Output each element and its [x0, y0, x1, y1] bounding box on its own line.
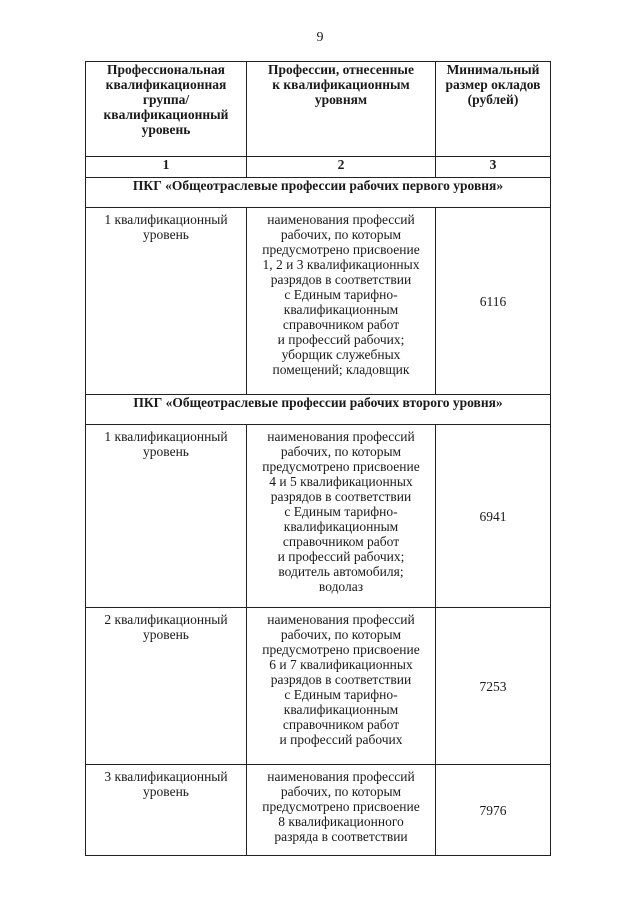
description-line: наименования профессий [267, 212, 415, 227]
table-row [86, 608, 551, 765]
description-line: квалификационным [283, 702, 399, 717]
level-line: 2 квалификационный [104, 612, 228, 627]
description-cell [247, 425, 436, 608]
description-line: и профессий рабочих; [277, 549, 405, 564]
salary-cell: 6941 [436, 425, 551, 608]
level-cell [86, 425, 247, 608]
level-line: уровень [143, 227, 189, 242]
description-line: справочником работ [282, 717, 400, 732]
description-line: с Единым тарифно- [284, 687, 398, 702]
header-line: (рублей) [467, 92, 519, 107]
description-line: с Единым тарифно- [284, 287, 398, 302]
description-line: предусмотрено присвоение [262, 642, 420, 657]
level-line: 1 квалификационный [104, 429, 228, 444]
description-line: и профессий рабочих; [277, 332, 405, 347]
level-line: уровень [143, 784, 189, 799]
description-line: разряда в соответствии [274, 829, 408, 844]
header-line: квалификационный [103, 107, 229, 122]
description-line: предусмотрено присвоение [262, 799, 420, 814]
table-row [86, 425, 551, 608]
header-professional-group [86, 62, 247, 157]
table-row [86, 765, 551, 856]
description-line: наименования профессий [267, 769, 415, 784]
description-line: водолаз [318, 579, 364, 594]
description-line: рабочих, по которым [280, 444, 402, 459]
description-line: водитель автомобиля; [278, 564, 404, 579]
description-line: предусмотрено присвоение [262, 459, 420, 474]
description-line: предусмотрено присвоение [262, 242, 420, 257]
description-cell [247, 608, 436, 765]
table-row [86, 208, 551, 395]
description-line: помещений; кладовщик [272, 362, 410, 377]
description-line: наименования профессий [267, 429, 415, 444]
group-row-second-level [86, 395, 551, 425]
description-line: 1, 2 и 3 квалификационных [262, 257, 420, 272]
description-line: 4 и 5 квалификационных [269, 474, 413, 489]
level-line: 1 квалификационный [104, 212, 228, 227]
header-line: Профессиональная [107, 62, 225, 77]
header-line: уровень [141, 122, 191, 137]
description-line: квалификационным [283, 519, 399, 534]
description-line: рабочих, по которым [280, 627, 402, 642]
header-line: Минимальный [446, 62, 540, 77]
salary-table [85, 61, 551, 856]
level-cell [86, 608, 247, 765]
table-header-row [86, 62, 551, 157]
column-number-row [86, 157, 551, 178]
column-number: 2 [247, 157, 436, 178]
level-line: 3 квалификационный [104, 769, 228, 784]
salary-cell: 6116 [436, 208, 551, 395]
column-number: 1 [86, 157, 247, 178]
description-line: квалификационным [283, 302, 399, 317]
group-title: ПКГ «Общеотраслевые профессии рабочих первого уровня» [86, 178, 551, 208]
header-line: группа/ [142, 92, 190, 107]
header-line: квалификационная [105, 77, 227, 92]
salary-cell: 7976 [436, 765, 551, 856]
header-min-salary [436, 62, 551, 157]
description-line: наименования профессий [267, 612, 415, 627]
description-line: уборщик служебных [281, 347, 401, 362]
description-line: 8 квалификационного [278, 814, 404, 829]
group-title: ПКГ «Общеотраслевые профессии рабочих второго уровня» [86, 395, 551, 425]
page-number: 9 [316, 30, 324, 45]
level-cell [86, 765, 247, 856]
header-line: к квалификационным [272, 77, 410, 92]
description-line: разрядов в соответствии [270, 489, 412, 504]
level-cell [86, 208, 247, 395]
description-line: справочником работ [282, 534, 400, 549]
description-line: с Единым тарифно- [284, 504, 398, 519]
description-line: рабочих, по которым [280, 784, 402, 799]
description-cell [247, 208, 436, 395]
header-line: Профессии, отнесенные [268, 62, 414, 77]
description-line: разрядов в соответствии [270, 272, 412, 287]
group-row-first-level [86, 178, 551, 208]
header-professions [247, 62, 436, 157]
description-cell [247, 765, 436, 856]
description-line: и профессий рабочих [279, 732, 403, 747]
description-line: справочником работ [282, 317, 400, 332]
level-line: уровень [143, 444, 189, 459]
salary-cell: 7253 [436, 608, 551, 765]
column-number: 3 [436, 157, 551, 178]
level-line: уровень [143, 627, 189, 642]
header-line: размер окладов [445, 77, 541, 92]
header-line: уровням [314, 92, 368, 107]
description-line: разрядов в соответствии [270, 672, 412, 687]
description-line: 6 и 7 квалификационных [269, 657, 413, 672]
description-line: рабочих, по которым [280, 227, 402, 242]
